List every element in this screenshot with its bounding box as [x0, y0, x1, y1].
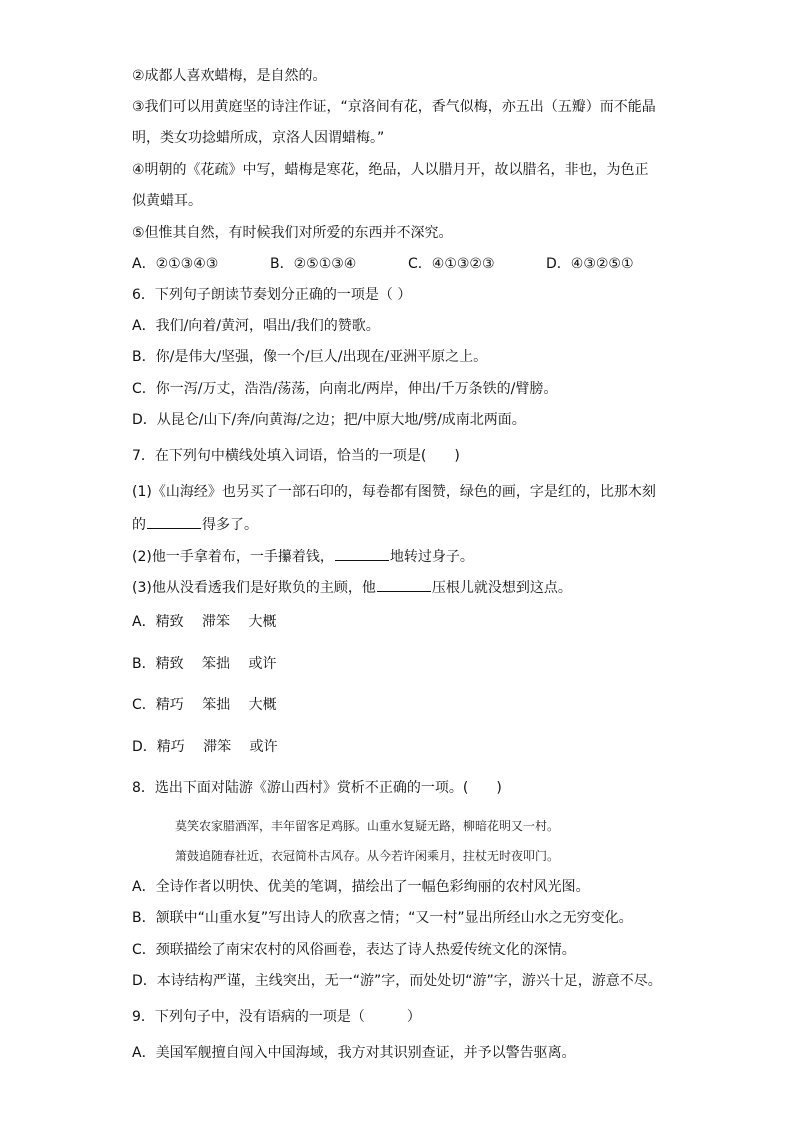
- q5-sentence-5: ⑤但惟其自然，有时候我们对所爱的东西并不深究。: [132, 225, 453, 241]
- q9-option-a[interactable]: A．美国军舰擅自闯入中国海域，我方对其识别查证，并予以警告驱离。: [132, 1045, 576, 1061]
- q8-stem: 8．选出下面对陆游《游山西村》赏析不正确的一项。( ): [132, 780, 502, 796]
- q7-option-d[interactable]: D．精巧 滞笨 或许: [132, 739, 278, 755]
- q6-stem: 6．下列句子朗读节奏划分正确的一项是（ ）: [132, 287, 412, 303]
- q5-sentence-3-line2: 明，类女功捻蜡所成，京洛人因谓蜡梅。”: [132, 130, 385, 146]
- q7-sentence-2: [132, 546, 672, 566]
- q7-s1-prefix: 的: [132, 517, 146, 533]
- q8-option-c[interactable]: C．颈联描绘了南宋农村的风俗画卷，表达了诗人热爱传统文化的深情。: [132, 942, 576, 958]
- q7-option-b[interactable]: B．精致 笨拙 或许: [132, 656, 277, 672]
- q8-option-b[interactable]: B．颔联中“山重水复”写出诗人的欣喜之情；“又一村”显出所经山水之无穷变化。: [132, 910, 633, 926]
- q7-option-a[interactable]: A．精致 滞笨 大概: [132, 614, 277, 630]
- q7-sentence-1-line2: [132, 514, 672, 534]
- q5-sentence-2: ②成都人喜欢蜡梅，是自然的。: [132, 68, 327, 84]
- q7-s1-suffix: 得多了。: [202, 517, 258, 533]
- q7-stem: 7．在下列句中横线处填入词语，恰当的一项是( ): [132, 448, 460, 464]
- q6-option-c[interactable]: C．你一泻/万丈，浩浩/荡荡，向南北/两岸，伸出/千万条铁的/臂膀。: [132, 381, 558, 397]
- q8-option-d[interactable]: D．本诗结构严谨，主线突出，无一“游”字，而处处切“游”字，游兴十足，游意不尽。: [132, 973, 662, 989]
- q7-s3-prefix: (3)他从没看透我们是好欺负的主顾，他: [132, 580, 376, 596]
- q5-option-c[interactable]: C．④①③②③: [408, 256, 495, 272]
- q8-poem-line-1: 莫笑农家腊酒浑，丰年留客足鸡豚。山重水复疑无路，柳暗花明又一村。: [175, 819, 560, 833]
- q5-option-a[interactable]: A．②①③④③: [132, 256, 219, 272]
- q6-option-d[interactable]: D．从昆仑/山下/奔/向黄海/之边；把/中原大地/劈/成南北两面。: [132, 412, 526, 428]
- q5-option-b[interactable]: B．②⑤①③④: [270, 256, 357, 272]
- q6-option-b[interactable]: B．你/是伟大/坚强，像一个/巨人/出现在/亚洲平原之上。: [132, 349, 488, 365]
- q8-option-a[interactable]: A．全诗作者以明快、优美的笔调，描绘出了一幅色彩绚丽的农村风光图。: [132, 879, 590, 895]
- q8-poem-line-2: 箫鼓追随春社近，衣冠简朴古风存。从今若许闲乘月，拄杖无时夜叩门。: [175, 849, 560, 863]
- q7-option-c[interactable]: C．精巧 笨拙 大概: [132, 697, 277, 713]
- q7-s3-suffix: 压根儿就没想到这点。: [431, 580, 572, 596]
- q7-blank-2: [335, 546, 389, 561]
- q7-sentence-3: [132, 577, 672, 597]
- q5-sentence-4-line2: 似黄蜡耳。: [132, 193, 202, 209]
- q5-option-d[interactable]: D．④③②⑤①: [546, 256, 634, 272]
- q7-blank-1: [147, 514, 201, 529]
- q6-option-a[interactable]: A．我们/向着/黄河，唱出/我们的赞歌。: [132, 318, 380, 334]
- q7-blank-3: [377, 577, 431, 592]
- q5-sentence-3-line1: ③我们可以用黄庭坚的诗注作证，“京洛间有花，香气似梅，亦五出（五瓣）而不能晶: [132, 99, 656, 115]
- q7-sentence-1-line1: (1)《山海经》也另买了一部石印的，每卷都有图赞，绿色的画，字是红的，比那木刻: [132, 484, 656, 500]
- q9-stem: 9．下列句子中，没有语病的一项是（ ）: [132, 1009, 421, 1025]
- q5-sentence-4-line1: ④明朝的《花疏》中写，蜡梅是寒花，绝品，人以腊月开，故以腊名，非也，为色正: [132, 162, 649, 178]
- q7-s2-suffix: 地转过身子。: [389, 549, 474, 565]
- q7-s2-prefix: (2)他一手拿着布，一手攥着钱，: [132, 549, 334, 565]
